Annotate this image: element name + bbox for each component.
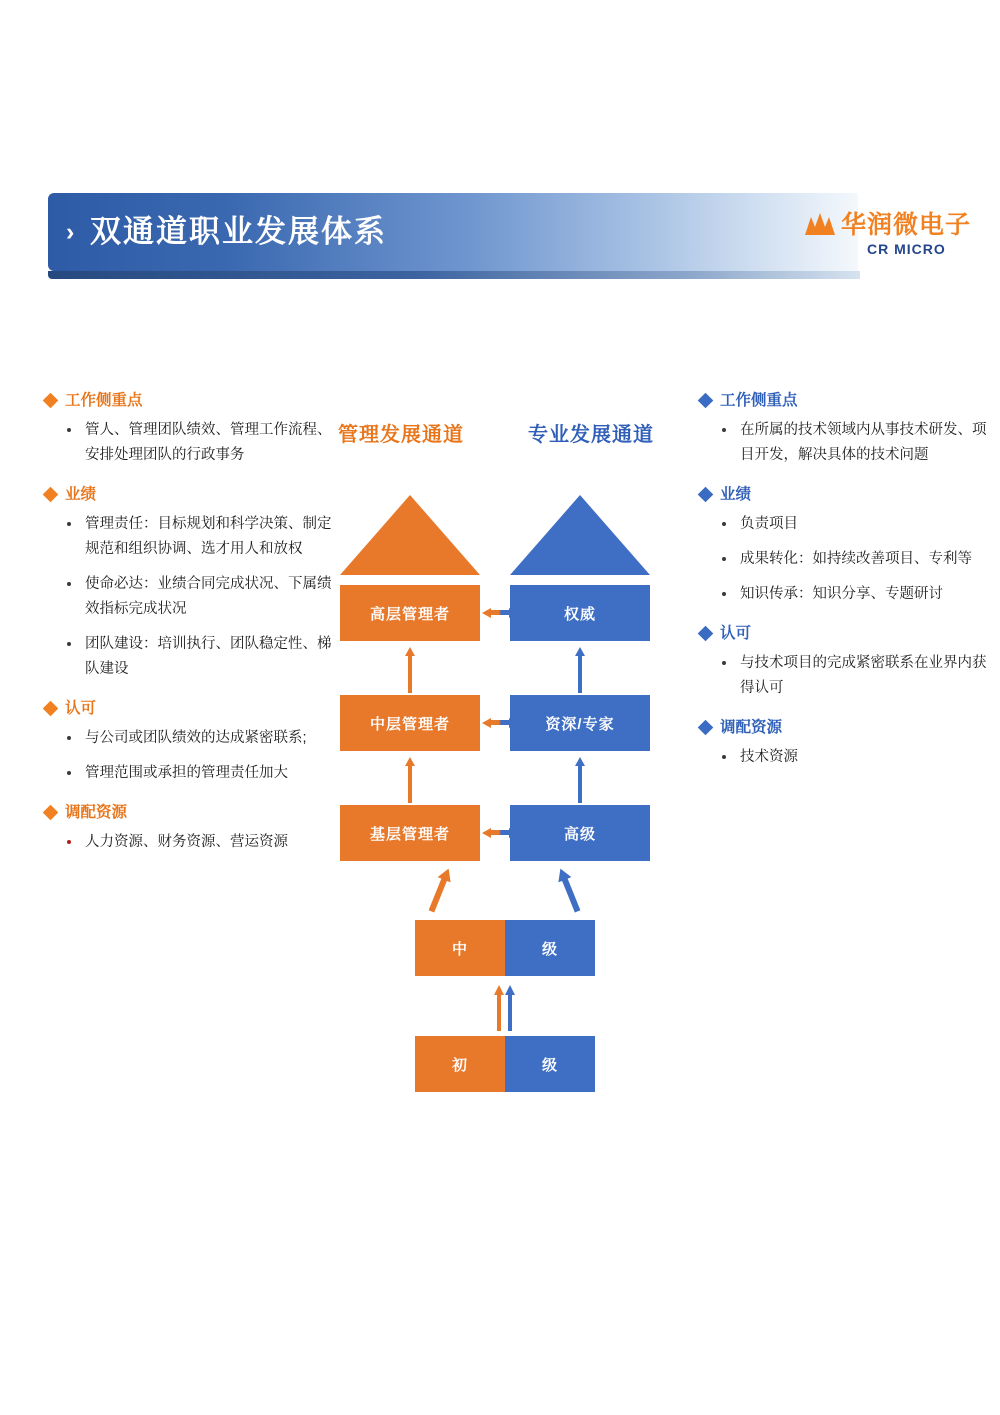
up-arrow-icon — [405, 647, 415, 693]
list-item: 管理范围或承担的管理责任加大 — [65, 761, 340, 786]
professional-pyramid-top — [510, 495, 650, 575]
section-list — [700, 745, 990, 770]
section-title: 调配资源 — [65, 804, 128, 821]
section-header — [700, 717, 990, 739]
section-title: 调配资源 — [720, 719, 783, 736]
logo-english-name: CR MICRO — [867, 241, 946, 257]
section-header — [45, 390, 340, 412]
diamond-bullet-icon — [43, 701, 59, 717]
chevron-right-icon: › — [66, 218, 75, 246]
diamond-bullet-icon — [43, 393, 59, 409]
up-arrow-icon — [575, 757, 585, 803]
management-channel-label: 管理发展通道 — [338, 424, 464, 446]
professional-level-advanced: 高级 — [510, 805, 650, 861]
shared-level-entry-right: 级 — [505, 1036, 595, 1092]
list-item: 负责项目 — [720, 512, 990, 537]
list-item: 管理责任：目标规划和科学决策、制定规范和组织协调、选才用人和放权 — [65, 512, 340, 562]
list-item: 知识传承：知识分享、专题研讨 — [720, 582, 990, 607]
management-level-senior: 高层管理者 — [340, 585, 480, 641]
section-title: 认可 — [720, 625, 752, 642]
management-pyramid-top — [340, 495, 480, 575]
diagonal-up-arrow-icon — [425, 866, 455, 914]
company-logo — [803, 203, 972, 273]
diamond-bullet-icon — [43, 805, 59, 821]
section-list — [700, 418, 990, 468]
section-title: 认可 — [65, 700, 97, 717]
list-item: 使命必达：业绩合同完成状况、下属绩效指标完成状况 — [65, 572, 340, 622]
section-header — [700, 623, 990, 645]
bidirectional-arrow-icon — [482, 605, 518, 621]
list-item: 技术资源 — [720, 745, 990, 770]
section-list — [45, 418, 340, 468]
section-header — [700, 484, 990, 506]
bidirectional-arrow-icon — [482, 715, 518, 731]
shared-level-entry — [415, 1036, 595, 1092]
management-level-junior: 基层管理者 — [340, 805, 480, 861]
professional-channel-label: 专业发展通道 — [528, 424, 654, 446]
diagonal-up-arrow-icon — [554, 866, 584, 914]
professional-level-expert: 资深/专家 — [510, 695, 650, 751]
diamond-bullet-icon — [698, 393, 714, 409]
section-list — [700, 512, 990, 607]
list-item: 团队建设：培训执行、团队稳定性、梯队建设 — [65, 632, 340, 682]
list-item: 与技术项目的完成紧密联系在业界内获得认可 — [720, 651, 990, 701]
list-item: 人力资源、财务资源、营运资源 — [65, 830, 340, 855]
section-header — [45, 698, 340, 720]
list-item: 管人、管理团队绩效、管理工作流程、安排处理团队的行政事务 — [65, 418, 340, 468]
list-item: 在所属的技术领域内从事技术研发、项目开发，解决具体的技术问题 — [720, 418, 990, 468]
diamond-bullet-icon — [698, 487, 714, 503]
section-list — [45, 830, 340, 855]
up-arrow-icon — [405, 757, 415, 803]
section-header — [45, 802, 340, 824]
section-title: 工作侧重点 — [65, 392, 143, 409]
bidirectional-arrow-icon — [482, 825, 518, 841]
list-item: 成果转化：如持续改善项目、专利等 — [720, 547, 990, 572]
professional-level-authority: 权威 — [510, 585, 650, 641]
logo-mark-icon — [803, 211, 837, 237]
section-header — [700, 390, 990, 412]
shared-level-intermediate-right: 级 — [505, 920, 595, 976]
management-track-details — [45, 390, 340, 865]
section-list — [45, 726, 340, 786]
diamond-bullet-icon — [698, 626, 714, 642]
section-title: 业绩 — [65, 486, 97, 503]
professional-track-details — [700, 390, 990, 780]
diamond-bullet-icon — [43, 487, 59, 503]
section-title: 工作侧重点 — [720, 392, 798, 409]
section-list — [700, 651, 990, 701]
management-level-middle: 中层管理者 — [340, 695, 480, 751]
dual-up-arrow-icon — [494, 985, 516, 1031]
section-list — [45, 512, 340, 682]
up-arrow-icon — [575, 647, 585, 693]
diamond-bullet-icon — [698, 720, 714, 736]
list-item: 与公司或团队绩效的达成紧密联系; — [65, 726, 340, 751]
page-title: 双通道职业发展体系 — [90, 214, 387, 249]
logo-chinese-name: 华润微电子 — [841, 211, 972, 239]
section-title: 业绩 — [720, 486, 752, 503]
section-header — [45, 484, 340, 506]
header-underline — [48, 271, 860, 279]
shared-level-intermediate-left: 中 — [415, 920, 505, 976]
shared-level-entry-left: 初 — [415, 1036, 505, 1092]
slide-header — [48, 193, 972, 293]
career-ladder-diagram — [330, 400, 690, 1120]
shared-level-intermediate — [415, 920, 595, 976]
